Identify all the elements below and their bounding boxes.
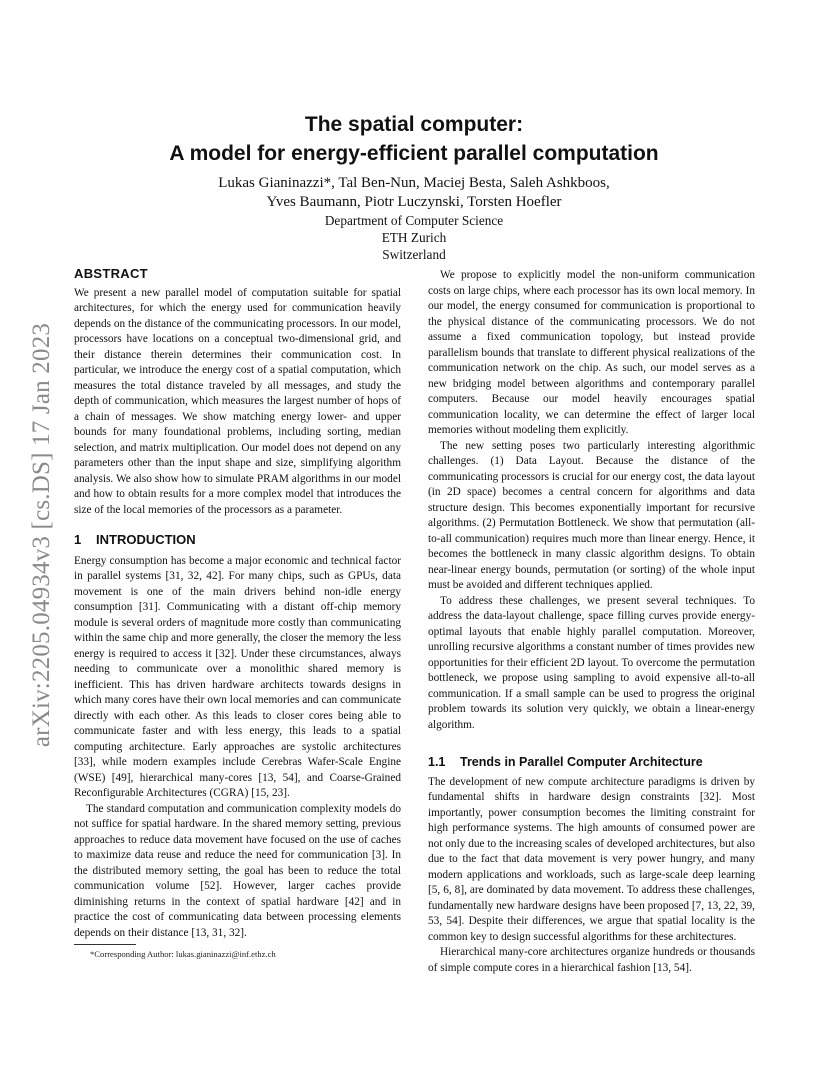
affiliation: [0, 212, 828, 263]
arxiv-id: arXiv:2205.04934v3 [cs.DS] 17 Jan 2023: [28, 322, 55, 748]
footnote-rule: [74, 944, 136, 945]
intro-paragraph-1: Energy consumption has become a major economic and technical factor in parallel systems [31, 32, 42]. For many chips, such as GPUs, data movement is one of the main drivers behind non-idle energy consumption [31]. Communicating with a distant off-chip memory module is several orders of magnitude more costly than communicating within the same chip and more generally, the closer the memory the less energy is required to access it [32]. Under these circumstances, always needing to communicate over a monolithic shared memory is inefficient. This has driven hardware architects towards designs in which many cores have their own local memories and can communicate directly with each other. As this leads to closer cores being able to communicate faster and with less energy, this leads to a spatial computing architecture. Early approaches are systolic architectures [33], while modern examples include Cerebras Wafer-Scale Engine (WSE) [49], hierarchical many-cores [13, 54], and Coarse-Grained Reconfigurable Architectures (CGRA) [15, 23].: [74, 554, 401, 799]
footnote: *Corresponding Author: lukas.gianinazzi@inf.ethz.ch: [90, 949, 276, 959]
authors-line-2: Yves Baumann, Piotr Luczynski, Torsten Hoefler: [266, 194, 562, 210]
paper-title: [0, 110, 828, 168]
affiliation-country: Switzerland: [382, 247, 446, 262]
left-column: [74, 266, 401, 941]
abstract-text: We present a new parallel model of computation suitable for spatial architectures, for which the energy used for communication heavily depends on the distance of the communicating processors. In our model, processors have locations on a conceptual two-dimensional grid, and their distance therein determines their communication cost. In particular, we introduce the energy cost of a spatial computation, which measures the total distance traveled by all messages, and study the depth of communication, which measures the largest number of hops of a chain of messages. We show matching energy lower- and upper bounds for many foundational problems, including sorting, median selection, and matrix multiplication. Our model does not depend on any parameters other than the input shape and size, simplifying algorithm analysis. We also show how to simulate PRAM algorithms in our model and how to obtain results for a more complex model that introduces the size of the local memories of the processors as a parameter.: [74, 286, 401, 516]
intro-paragraph-5: To address these challenges, we present several techniques. To address the data-layout challenge, space filling curves provide energy-optimal layouts that enable highly parallel computation. Moreover, unrolling recursive algorithms a constant number of times provides new opportunities for their efficient 2D layout. To overcome the permutation bottleneck, we propose using sampling to avoid expensive all-to-all communication. If a small sample can be used to progress the original problem towards its solution very quickly, we obtain a linear-energy algorithm.: [428, 594, 755, 731]
intro-heading: [74, 532, 401, 548]
title-line-1: The spatial computer:: [304, 113, 524, 136]
author-list: [0, 174, 828, 212]
trends-paragraph-2: Hierarchical many-core architectures organize hundreds or thousands of simple compute cores in a hierarchical fashion [13, 54].: [428, 946, 755, 974]
abstract-heading: ABSTRACT: [74, 266, 148, 281]
affiliation-dept: Department of Computer Science: [324, 213, 504, 228]
authors-line-1: Lukas Gianinazzi*, Tal Ben-Nun, Maciej Besta, Saleh Ashkboos,: [218, 175, 610, 191]
trends-title: Trends in Parallel Computer Architecture: [460, 755, 703, 769]
affiliation-inst: ETH Zurich: [381, 230, 447, 245]
trends-number: 1.1: [428, 755, 446, 769]
arxiv-watermark: [22, 290, 62, 780]
intro-paragraph-4: The new setting poses two particularly interesting algorithmic challenges. (1) Data Layout. Because the distance of the communicating processors is crucial for our energy cost, the data layout (in 2D space) becomes a central concern for algorithms and data structure design. This becomes exponentially important for recursive algorithms. (2) Permutation Bottleneck. We show that permutation (all-to-all communication) requires much more than linear energy. Hence, it becomes the bottleneck in many classic algorithm designs. To obtain near-linear energy bounds, permutation (or sorting) of the whole input must be avoided and different techniques applied.: [428, 439, 755, 591]
right-column: [428, 268, 755, 976]
trends-heading: [428, 755, 755, 771]
intro-number: 1: [74, 532, 82, 547]
intro-paragraph-2: The standard computation and communication complexity models do not suffice for spatial hardware. In the shared memory setting, previous approaches to reduce data movement have focused on the use of caches to maximize data reuse and reduce the need for communication [3]. In the distributed memory setting, the goal has been to reduce the total communication volume [52]. However, larger caches provide diminishing returns in the context of spatial hardware [42] and in practice the cost of communicating data between processing elements depends on their distance [13, 31, 32].: [74, 802, 401, 939]
title-line-2: A model for energy-efficient parallel computation: [169, 142, 659, 165]
intro-title: INTRODUCTION: [96, 532, 196, 547]
trends-paragraph-1: The development of new compute architecture paradigms is driven by fundamental shifts in hardware design constraints [32]. Most importantly, power consumption becomes the limiting constraint for high performance systems. The high amounts of consumed power are not only due to the increasing scales of developed architectures, but also due to the fact that data movement is very power hungry, and many modern applications and workloads, such as large-scale deep learning [5, 6, 8], are dominated by data movement. To address these challenges, fundamentally new hardware designs have been proposed [7, 13, 22, 39, 53, 54]. Despite their differences, we argue that spatial locality is the common key to design successful algorithms for these architectures.: [428, 775, 755, 943]
intro-paragraph-3: We propose to explicitly model the non-uniform communication costs on large chips, where each processor has its own local memory. In our model, the energy consumed for communication is proportional to the physical distance of the communicating processors. We do not assume a fixed communication topology, but instead provide parallelism bounds that translate to different physical realizations of the communication network on the chip. As such, our model serves as a new bridging model between algorithms and contemporary parallel computers. Because our model heavily encourages spatial communication locality, we can determine the effect of larger local memories without modeling them explicitly.: [428, 269, 755, 436]
